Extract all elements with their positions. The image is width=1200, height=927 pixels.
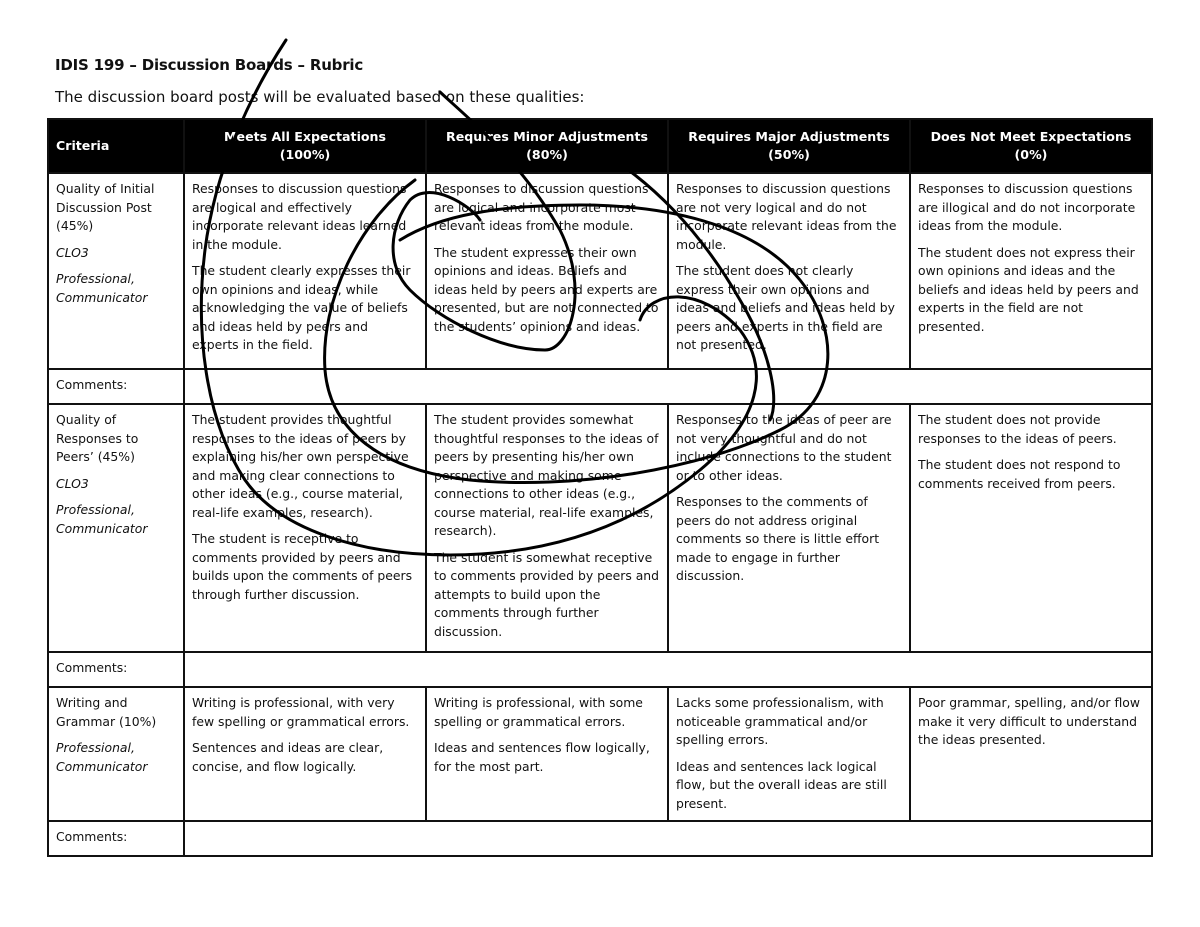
rubric-cell: [184, 404, 426, 652]
cell-text: Poor grammar, spelling, and/or flow make it very difficult to understand the ideas presented.: [918, 695, 1140, 747]
cell-text: The student expresses their own opinions and ideas. Beliefs and ideas held by peers and experts are presented, but are not connected to the students’ opinions and ideas.: [434, 244, 659, 334]
criteria-cell: [48, 687, 184, 821]
comments-row: [48, 652, 1152, 687]
cell-text: The student provides somewhat thoughtful responses to the ideas of peers by presenting his/her own perspective and making some connections to other ideas (e.g., course material, real-life examples, research).: [434, 412, 659, 538]
rubric-cell: [426, 687, 668, 821]
criteria-clo: CLO3: [56, 475, 89, 491]
header-criteria: Criteria: [48, 119, 184, 173]
rubric-table: [47, 118, 1153, 857]
cell-text: The student is somewhat receptive to comments provided by peers and attempts to build upon the comments through further discussion.: [434, 549, 660, 639]
criteria-tags: Professional, Communicator: [56, 271, 148, 305]
rubric-cell: [910, 687, 1152, 821]
cell-text: Responses to discussion questions are not very logical and do not incorporate relevant ideas from the module.: [676, 181, 897, 252]
cell-text: The student does not provide responses to the ideas of peers.: [918, 412, 1117, 446]
criteria-tags: Professional, Communicator: [56, 740, 148, 774]
criteria-cell: [48, 404, 184, 652]
header-does-not-meet: Does Not Meet Expectations (0%): [910, 119, 1152, 173]
cell-text: The student does not clearly express their own opinions and ideas and beliefs and ideas held by peers and experts in the field are not presented.: [676, 263, 896, 352]
cell-text: The student clearly expresses their own opinions and ideas, while acknowledging the value of beliefs and ideas held by peers and experts in the field.: [192, 263, 411, 352]
comments-label: Comments:: [48, 652, 184, 687]
cell-text: The student does not express their own opinions and ideas and the beliefs and ideas held by peers and experts in the field are not presented.: [918, 244, 1139, 334]
rubric-cell: [184, 687, 426, 821]
cell-text: Lacks some professionalism, with noticeable grammatical and/or spelling errors.: [676, 695, 884, 747]
criteria-tags: Professional, Communicator: [56, 502, 148, 536]
criteria-row: [48, 404, 1152, 652]
rubric-cell: [426, 173, 668, 369]
criteria-name: Writing and Grammar (10%): [56, 695, 157, 729]
cell-text: Writing is professional, with some spelling or grammatical errors.: [434, 695, 643, 729]
header-major-adjustments: Requires Major Adjustments (50%): [668, 119, 910, 173]
cell-text: Sentences and ideas are clear, concise, and flow logically.: [192, 740, 384, 774]
cell-text: Responses to discussion questions are illogical and do not incorporate ideas from the module.: [918, 181, 1136, 233]
rubric-cell: [668, 404, 910, 652]
rubric-cell: [910, 173, 1152, 369]
header-row: [48, 119, 1152, 173]
criteria-row: [48, 687, 1152, 821]
cell-text: Responses to discussion questions are logical and incorporate most relevant ideas from the module.: [434, 181, 649, 233]
rubric-cell: [910, 404, 1152, 652]
comments-row: [48, 821, 1152, 856]
comments-row: [48, 369, 1152, 404]
criteria-clo: CLO3: [56, 244, 89, 260]
criteria-name: Quality of Responses to Peers’ (45%): [56, 412, 139, 464]
rubric-cell: [426, 404, 668, 652]
criteria-cell: [48, 173, 184, 369]
cell-text: Ideas and sentences lack logical flow, but the overall ideas are still present.: [676, 758, 887, 811]
comments-label: Comments:: [48, 821, 184, 856]
cell-text: Writing is professional, with very few spelling or grammatical errors.: [192, 695, 410, 729]
header-meets-all: Meets All Expectations (100%): [184, 119, 426, 173]
intro-text: The discussion board posts will be evaluated based on these qualities:: [55, 88, 585, 106]
cell-text: The student provides thoughtful responses to the ideas of peers by explaining his/her own perspective and making clear connections to other ideas (e.g., course material, real-life examples, research).: [192, 412, 409, 520]
rubric-cell: [668, 173, 910, 369]
comments-field[interactable]: [184, 652, 1152, 687]
comments-label: Comments:: [48, 369, 184, 404]
cell-text: The student is receptive to comments provided by peers and builds upon the comments of peers through further discussion.: [192, 531, 413, 602]
criteria-row: [48, 173, 1152, 369]
cell-text: Ideas and sentences flow logically, for the most part.: [434, 740, 650, 774]
rubric-cell: [668, 687, 910, 821]
cell-text: Responses to discussion questions are logical and effectively incorporate relevant ideas learned in the module.: [192, 181, 407, 252]
comments-field[interactable]: [184, 821, 1152, 856]
header-minor-adjustments: Requires Minor Adjustments (80%): [426, 119, 668, 173]
page-title: IDIS 199 – Discussion Boards – Rubric: [55, 56, 364, 74]
cell-text: Responses to the ideas of peer are not very thoughtful and do not include connections to the student or to other ideas.: [676, 412, 892, 483]
cell-text: The student does not respond to comments received from peers.: [918, 457, 1121, 491]
rubric-cell: [184, 173, 426, 369]
criteria-name: Quality of Initial Discussion Post (45%): [56, 181, 155, 233]
comments-field[interactable]: [184, 369, 1152, 404]
cell-text: Responses to the comments of peers do not address original comments so there is little effort made to engage in further discussion.: [676, 494, 880, 583]
